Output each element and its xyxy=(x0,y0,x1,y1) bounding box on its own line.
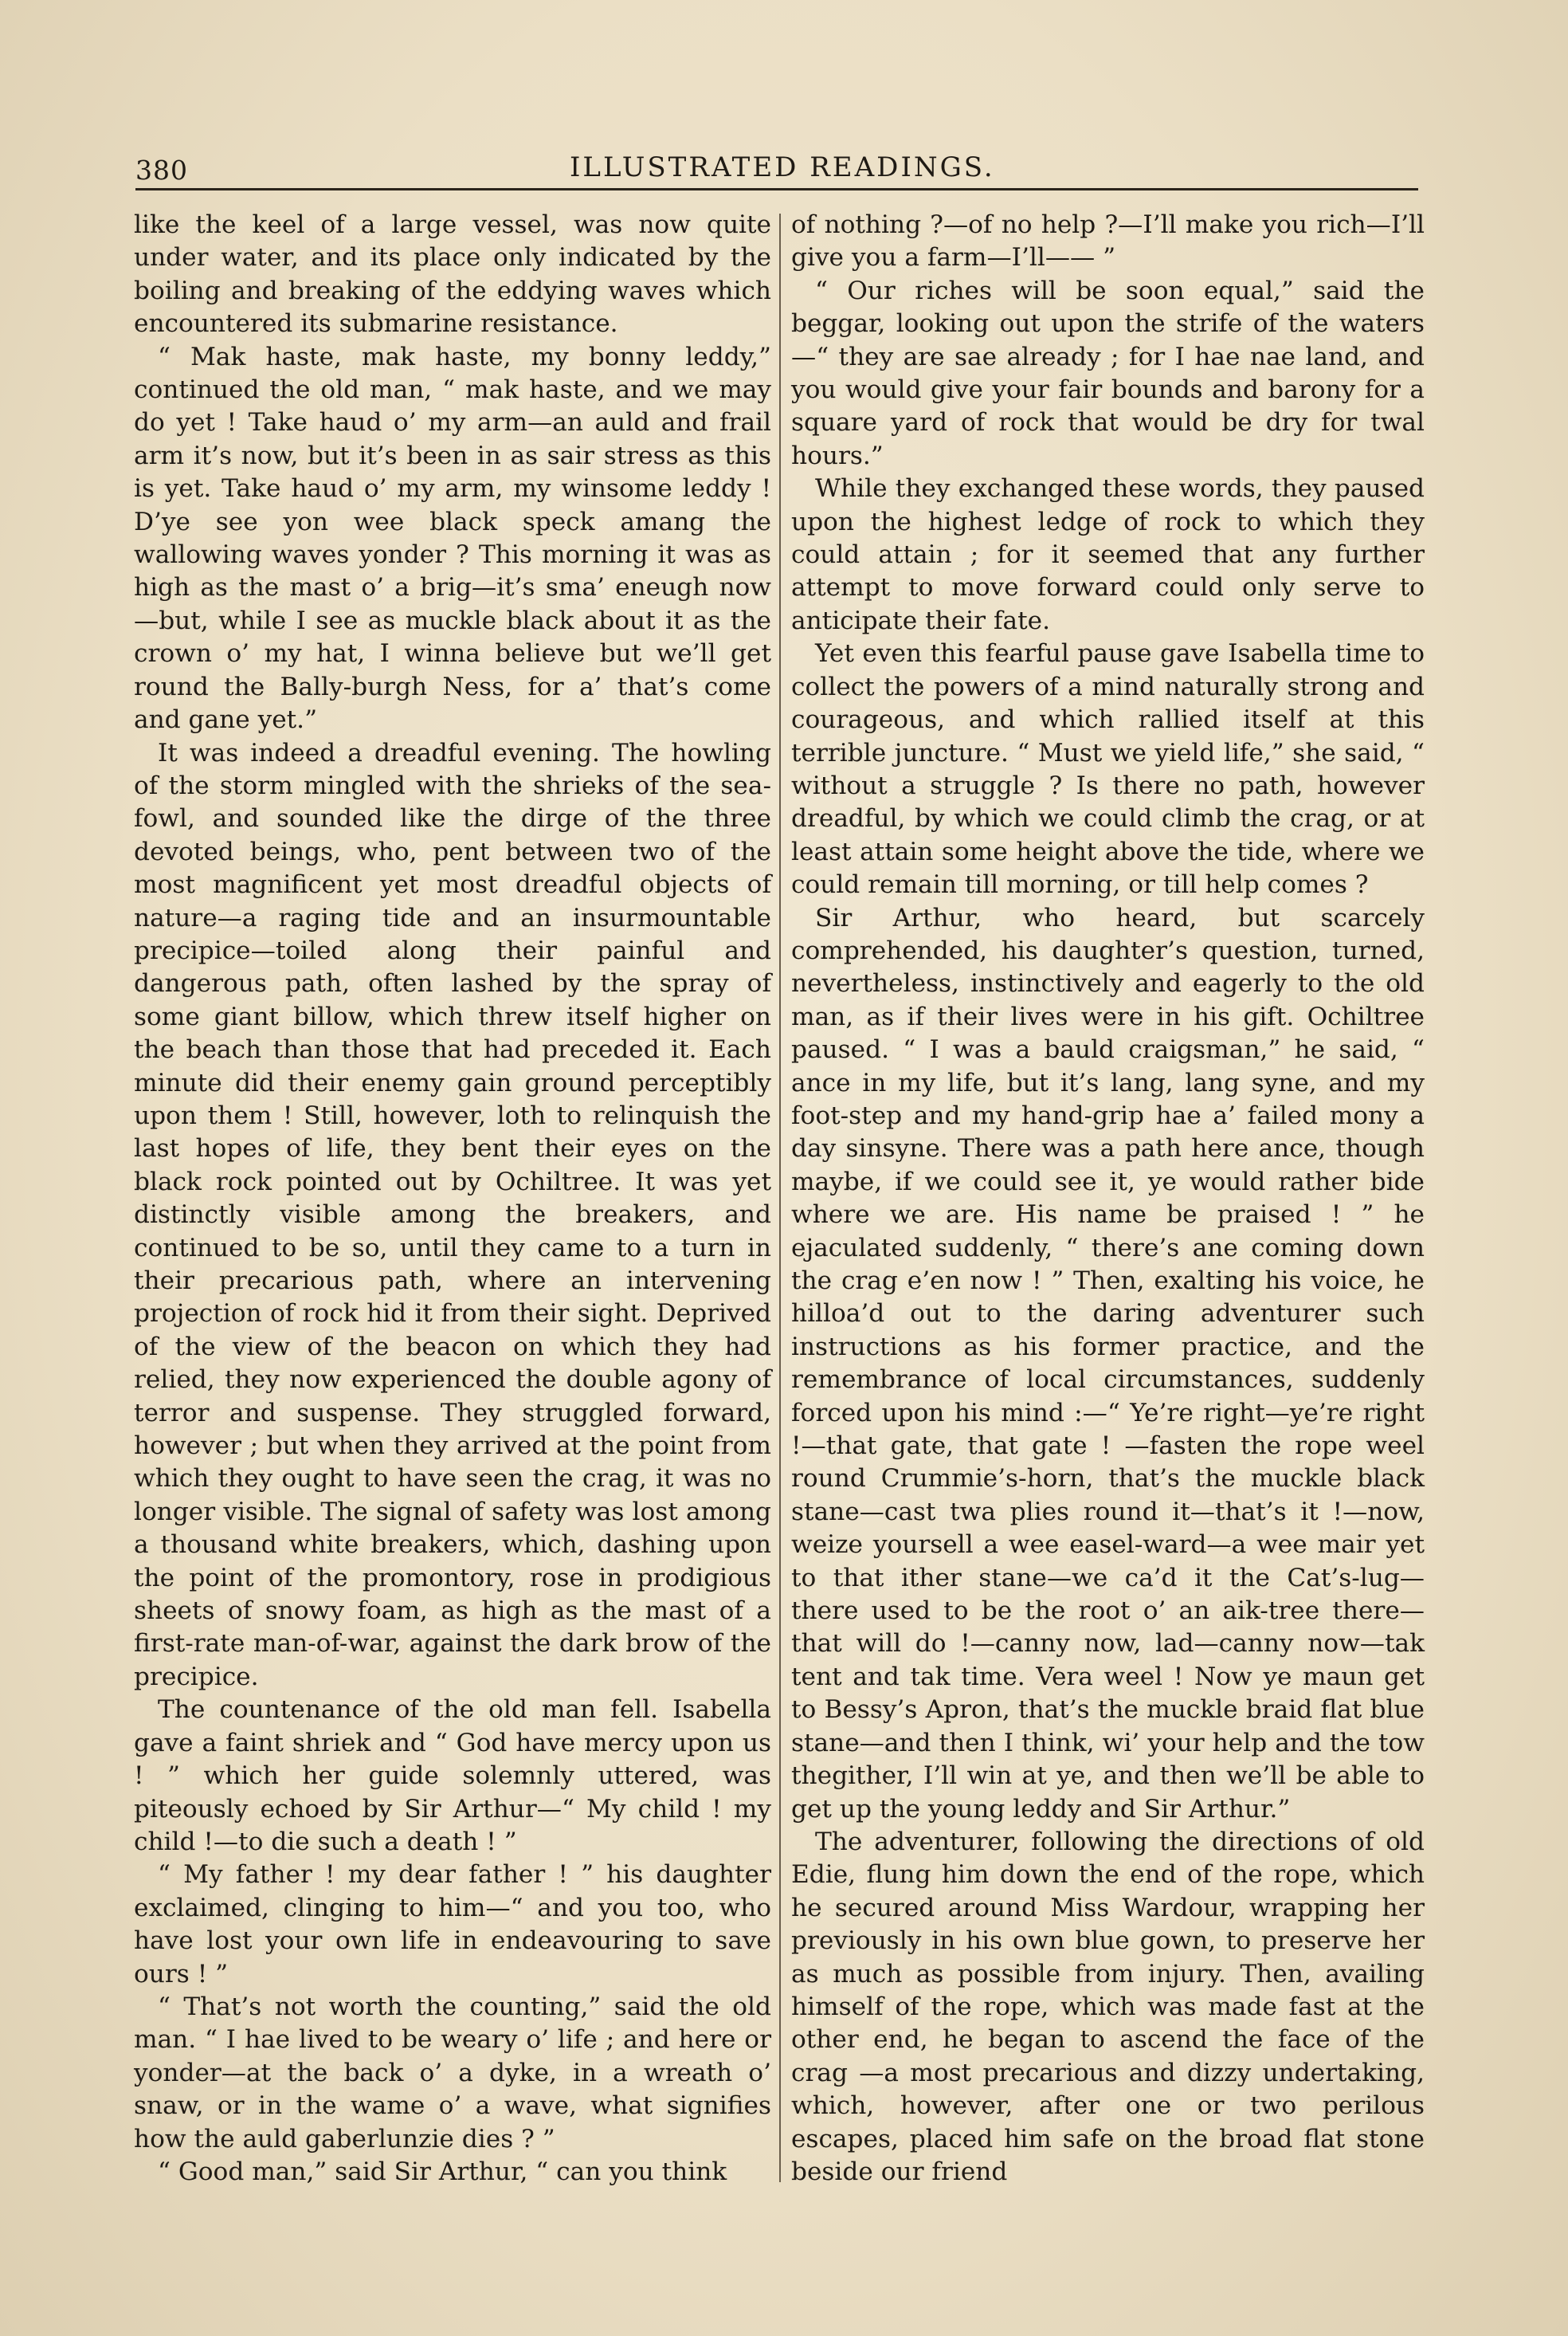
page-number: 380 xyxy=(135,155,188,186)
right-column xyxy=(791,209,1425,2189)
running-header xyxy=(135,148,1418,188)
paragraph: “ That’s not worth the counting,” said the old man. “ I hae lived to be weary o’ life ; and here or yonder—at the back o’ a dyke, in a wreath o’ snaw, or in the wame o’ a wave, what signifies how the auld gaberlunzie dies ? ” xyxy=(134,1992,771,2153)
paragraph: Yet even this fearful pause gave Isabella time to collect the powers of a mind naturally strong and courageous, and which rallied itself at this terrible juncture. “ Must we yield life,” she said, “ without a struggle ? Is there no path, however dreadful, by which we could climb the crag, or at least attain some height above the tide, where we could remain till morning, or till help comes ? xyxy=(791,639,1425,900)
paragraph: like the keel of a large vessel, was now quite under water, and its place only indicated by the boiling and breaking of the eddying waves which encountered its submarine resistance. xyxy=(134,210,771,339)
paragraph: It was indeed a dreadful evening. The howling of the storm mingled with the shrieks of the sea-fowl, and sounded like the dirge of the three devoted beings, who, pent between two of the most magnificent yet most dreadful objects of nature—a raging tide and an insurmountable precipice—toiled along their painful and dangerous path, often lashed by the spray of some giant billow, which threw itself higher on the beach than those that had preceded it. Each minute did their enemy gain ground perceptibly upon them ! Still, however, loth to relinquish the last hopes of life, they bent their eyes on the black rock pointed out by Ochiltree. It was yet distinctly visible among the breakers, and continued to be so, until they came to a turn in their precarious path, where an intervening projection of rock hid it from their sight. Deprived of the view of the beacon on which they had relied, they now experienced the double agony of terror and suspense. They struggled forward, however ; but when they arrived at the point from which they ought to have seen the crag, it was no longer visible. The signal of safety was lost among a thousand white breakers, which, dashing upon the point of the promontory, rose in prodigious sheets of snowy foam, as high as the mast of a first-rate man-of-war, against the dark brow of the precipice. xyxy=(134,738,771,1691)
running-title: ILLUSTRATED READINGS. xyxy=(570,151,995,183)
paragraph: The countenance of the old man fell. Isabella gave a faint shriek and “ God have mercy upon us ! ” which her guide solemnly uttered, was piteously echoed by Sir Arthur—“ My child ! my child !—to die such a death ! ” xyxy=(134,1695,771,1856)
paragraph: Sir Arthur, who heard, but scarcely comprehended, his daughter’s question, turned, nevertheless, instinctively and eagerly to the old man, as if their lives were in his gift. Ochiltree paused. “ I was a bauld craigsman,” he said, “ ance in my life, but it’s lang, lang syne, and my foot-step and my hand-grip hae a’ failed mony a day sinsyne. There was a path here ance, though maybe, if we could see it, ye would rather bide where we are. His name be praised ! ” he ejaculated suddenly, “ there’s ane coming down the crag e’en now ! ” Then, exalting his voice, he hilloa’d out to the daring adventurer such instructions as his former practice, and the remembrance of local circumstances, suddenly forced upon his mind :—“ Ye’re right—ye’re right !—that gate, that gate ! —fasten the rope weel round Crummie’s-horn, that’s the muckle black stane—cast twa plies round it—that’s it !—now, weize yoursell a wee easel-ward—a wee mair yet to that ither stane—we ca’d it the Cat’s-lug—there used to be the root o’ an aik-tree there—that will do !—canny now, lad—canny now—tak tent and tak time. Vera weel ! Now ye maun get to Bessy’s Apron, that’s the muckle braid flat blue stane—and then I think, wi’ your help and the tow thegither, I’ll win at ye, and then we’ll be able to get up the young leddy and Sir Arthur.” xyxy=(791,903,1425,1824)
paragraph: While they exchanged these words, they paused upon the highest ledge of rock to which they could attain ; for it seemed that any further attempt to move forward could only serve to anticipate their fate. xyxy=(791,474,1425,635)
paragraph: The adventurer, following the directions of old Edie, flung him down the end of the rope, which he secured around Miss Wardour, wrapping her previously in his own blue gown, to preserve her as much as possible from injury. Then, availing himself of the rope, which was made fast at the other end, he began to ascend the face of the crag —a most precarious and dizzy undertaking, which, however, after one or two perilous escapes, placed him safe on the broad flat stone beside our friend xyxy=(791,1827,1425,2186)
paragraph: “ Mak haste, mak haste, my bonny leddy,” continued the old man, “ mak haste, and we may do yet ! Take haud o’ my arm—an auld and frail arm it’s now, but it’s been in as sair stress as this is yet. Take haud o’ my arm, my winsome leddy ! D’ye see yon wee black speck amang the wallowing waves yonder ? This morning it was as high as the mast o’ a brig—it’s sma’ eneugh now—but, while I see as muckle black about it as the crown o’ my hat, I winna believe but we’ll get round the Bally-burgh Ness, for a’ that’s come and gane yet.” xyxy=(134,342,771,735)
paragraph: “ Good man,” said Sir Arthur, “ can you think xyxy=(158,2157,727,2186)
left-column xyxy=(134,209,771,2189)
paragraph: “ My father ! my dear father ! ” his daughter exclaimed, clinging to him—“ and you too, who have lost your own life in endeavouring to save ours ! ” xyxy=(134,1860,771,1989)
header-rule xyxy=(135,188,1418,190)
paragraph: “ Our riches will be soon equal,” said the beggar, looking out upon the strife of the waters—“ they are sae already ; for I hae nae land, and you would give your fair bounds and barony for a square yard of rock that would be dry for twal hours.” xyxy=(791,276,1425,470)
paragraph: of nothing ?—of no help ?—I’ll make you rich—I’ll give you a farm—I’ll—— ” xyxy=(791,210,1425,273)
column-divider xyxy=(779,214,781,2182)
